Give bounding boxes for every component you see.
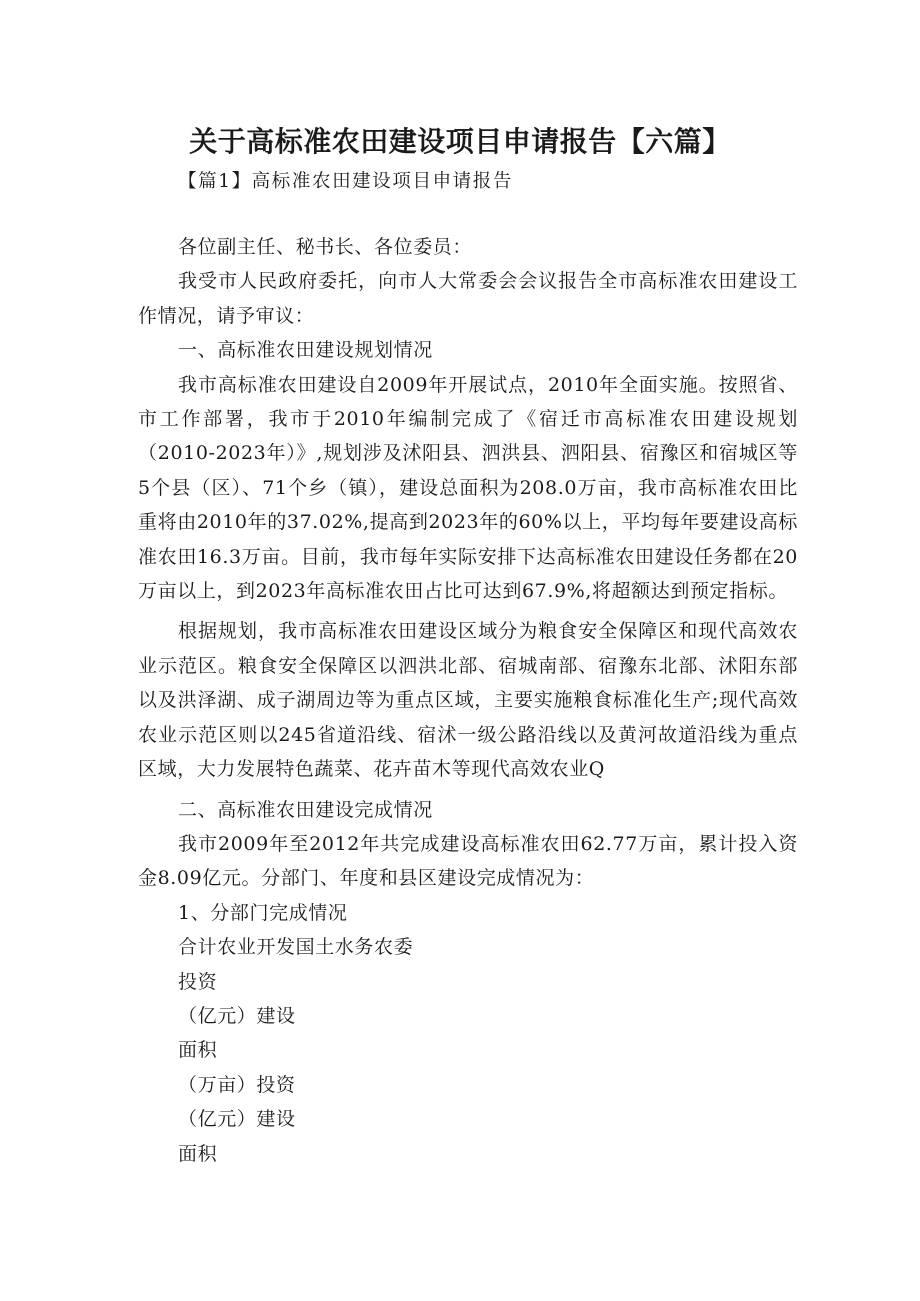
completion-paragraph: 我市2009年至2012年共完成建设高标准农田62.77万亩，累计投入资金8.09亿元。分部门、年度和县区建设完成情况为： (138, 832, 798, 890)
table-text-line: （亿元）建设 (178, 1004, 296, 1027)
table-text-line: 面积 (178, 1039, 218, 1062)
document-body (138, 230, 798, 1171)
section-heading-1: 一、高标准农田建设规划情况 (178, 339, 433, 362)
intro-paragraph: 我受市人民政府委托，向市人大常委会会议报告全市高标准农田建设工作情况，请予审议： (138, 270, 798, 327)
section-heading-2: 二、高标准农田建设完成情况 (178, 798, 433, 821)
planning-paragraph: 我市高标准农田建设自2009年开展试点，2010年全面实施。按照省、市工作部署，我市于2010年编制完成了《宿迁市高标准农田建设规划（2010-2023年）》,规划涉及沭阳县、泗洪县、泗阳县、宿豫区和宿城区等5个县（区）、71个乡（镇），建设总面积为208.0万亩，我市高标准农田比重将由2010年的37.02%,提高到2023年的60%以上，平均每年要建设高标准农田16.3万亩。目前，我市每年实际安排下达高标准农田建设任务都在20万亩以上，到2023年高标准农田占比可达到67.9%,将超额达到预定指标。 (138, 373, 798, 603)
table-text-line: （亿元）建设 (178, 1108, 296, 1131)
salutation: 各位副主任、秘书长、各位委员： (178, 236, 473, 258)
table-text-line: 面积 (178, 1142, 218, 1165)
document-subtitle: 【篇1】高标准农田建设项目申请报告 (178, 171, 513, 192)
document-title: 关于高标准农田建设项目申请报告【六篇】 (189, 125, 731, 158)
table-text-line: （万亩）投资 (178, 1073, 296, 1096)
subsection-heading: 1、分部门完成情况 (178, 901, 348, 924)
table-text-line: 合计农业开发国土水务农委 (178, 936, 414, 959)
region-paragraph: 根据规划，我市高标准农田建设区域分为粮食安全保障区和现代高效农业示范区。粮食安全保障区以泗洪北部、宿城南部、宿豫东北部、沭阳东部以及洪泽湖、成子湖周边等为重点区域，主要实施粮食标准化生产;现代高效农业示范区则以245省道沿线、宿沭一级公路沿线以及黄河故道沿线为重点区域，大力发展特色蔬菜、花卉苗木等现代高效农业Q (138, 620, 798, 781)
table-text-line: 投资 (178, 970, 218, 993)
